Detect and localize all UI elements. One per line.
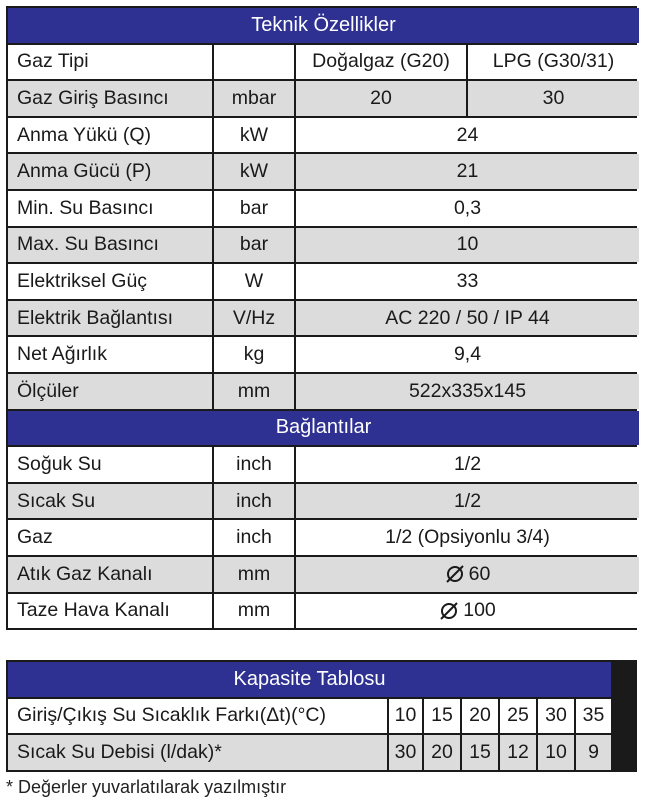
hot-water-flow-value: 10 xyxy=(538,735,574,770)
spec-row-unit: kg xyxy=(214,337,294,372)
footnote: * Değerler yuvarlatılarak yazılmıştır xyxy=(6,777,287,797)
hot-water-flow-value: 20 xyxy=(424,735,460,770)
connection-label: Soğuk Su xyxy=(8,447,212,482)
connection-unit: mm xyxy=(214,557,294,592)
connection-value: 60 xyxy=(468,562,491,585)
temp-diff-value: 20 xyxy=(462,699,498,734)
gas-type-lpg: LPG (G30/31) xyxy=(468,45,639,80)
gas-pressure-label: Gaz Giriş Basıncı xyxy=(8,81,212,116)
connection-unit: inch xyxy=(214,447,294,482)
gas-type-unit xyxy=(214,45,294,80)
temp-diff-value: 10 xyxy=(389,699,422,734)
gas-pressure-natural-gas: 20 xyxy=(296,81,466,116)
spec-row-unit: W xyxy=(214,264,294,299)
spec-row-unit: bar xyxy=(214,191,294,226)
spec-row-value: 33 xyxy=(296,264,639,299)
spec-row-value: 522x335x145 xyxy=(296,374,639,409)
spec-row-unit: V/Hz xyxy=(214,301,294,336)
spec-row-value: 9,4 xyxy=(296,337,639,372)
connection-value: 100 xyxy=(463,599,496,622)
capacity-title: Kapasite Tablosu xyxy=(8,662,611,697)
connection-value: 1/2 xyxy=(296,484,639,519)
hot-water-flow-value: 30 xyxy=(389,735,422,770)
connection-label: Gaz xyxy=(8,520,212,555)
connection-label: Sıcak Su xyxy=(8,484,212,519)
spec-row-unit: mm xyxy=(214,374,294,409)
temp-diff-value: 25 xyxy=(500,699,536,734)
spec-title: Teknik Özellikler xyxy=(8,8,639,43)
gas-type-natural-gas: Doğalgaz (G20) xyxy=(296,45,466,80)
hot-water-flow-value: 9 xyxy=(576,735,611,770)
capacity-table xyxy=(6,660,637,772)
connection-value: 1/2 (Opsiyonlu 3/4) xyxy=(296,520,639,555)
hot-water-flow-value: 15 xyxy=(462,735,498,770)
spec-row-label: Anma Gücü (P) xyxy=(8,154,212,189)
temp-diff-value: 30 xyxy=(538,699,574,734)
gas-pressure-lpg: 30 xyxy=(468,81,639,116)
spec-row-value: 24 xyxy=(296,118,639,153)
connections-title: Bağlantılar xyxy=(8,411,639,446)
hot-water-flow-value: 12 xyxy=(500,735,536,770)
spec-row-label: Min. Su Basıncı xyxy=(8,191,212,226)
spec-row-label: Elektriksel Güç xyxy=(8,264,212,299)
spec-row-value: AC 220 / 50 / IP 44 xyxy=(296,301,639,336)
spec-row-value: 0,3 xyxy=(296,191,639,226)
connection-label: Atık Gaz Kanalı xyxy=(8,557,212,592)
diameter-icon xyxy=(439,601,459,621)
temp-diff-label: Giriş/Çıkış Su Sıcaklık Farkı(Δt)(°C) xyxy=(8,699,387,734)
hot-water-flow-label: Sıcak Su Debisi (l/dak)* xyxy=(8,735,387,770)
temp-diff-value: 15 xyxy=(424,699,460,734)
spec-row-unit: kW xyxy=(214,118,294,153)
spec-row-label: Ölçüler xyxy=(8,374,212,409)
gas-type-label: Gaz Tipi xyxy=(8,45,212,80)
connection-value: 1/2 xyxy=(296,447,639,482)
spec-table xyxy=(6,6,637,630)
spec-row-unit: kW xyxy=(214,154,294,189)
connection-unit: inch xyxy=(214,520,294,555)
temp-diff-value: 35 xyxy=(576,699,611,734)
spec-row-label: Net Ağırlık xyxy=(8,337,212,372)
connection-value-cell xyxy=(296,557,639,592)
spec-row-label: Max. Su Basıncı xyxy=(8,228,212,263)
connection-unit: inch xyxy=(214,484,294,519)
gas-pressure-unit: mbar xyxy=(214,81,294,116)
spec-row-label: Elektrik Bağlantısı xyxy=(8,301,212,336)
connection-value-cell xyxy=(296,594,639,629)
connection-unit: mm xyxy=(214,594,294,629)
connection-label: Taze Hava Kanalı xyxy=(8,594,212,629)
diameter-icon xyxy=(445,564,465,584)
spec-row-unit: bar xyxy=(214,228,294,263)
spec-row-value: 10 xyxy=(296,228,639,263)
spec-row-label: Anma Yükü (Q) xyxy=(8,118,212,153)
spec-row-value: 21 xyxy=(296,154,639,189)
